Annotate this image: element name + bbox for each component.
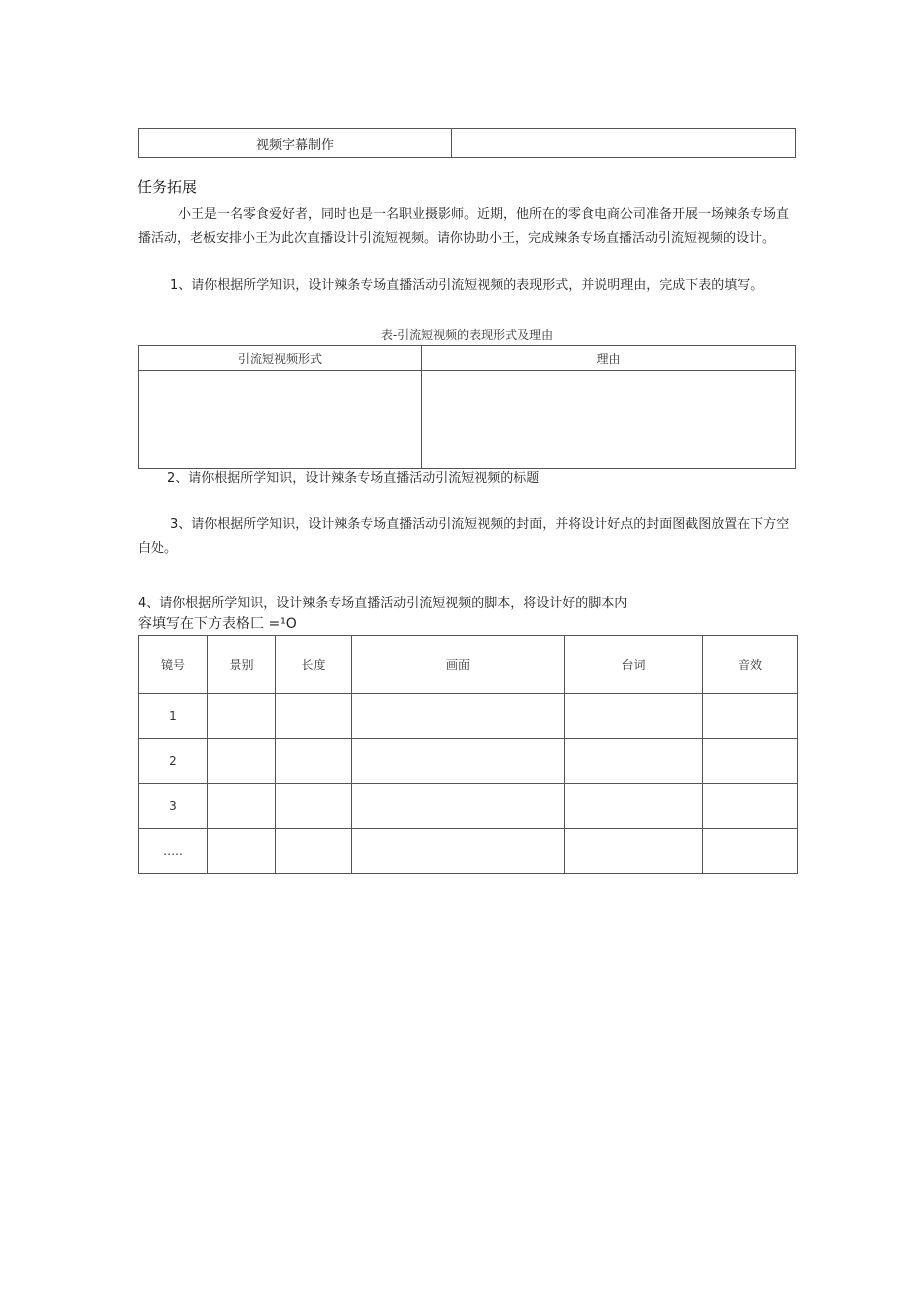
- question-3: 3、请你根据所学知识，设计辣条专场直播活动引流短视频的封面，并将设计好点的封面图截图放置在下方空白处。: [138, 517, 790, 556]
- header-shot-number: 镜号: [139, 636, 208, 694]
- script-cell[interactable]: [352, 829, 565, 874]
- form-answer-cell[interactable]: [139, 371, 422, 469]
- question-4-continued: 容填写在下方表格匚 =¹O: [138, 616, 297, 632]
- table-row: [139, 829, 798, 874]
- script-cell[interactable]: [276, 694, 352, 739]
- script-cell[interactable]: [703, 784, 798, 829]
- script-cell[interactable]: [352, 784, 565, 829]
- script-cell[interactable]: [208, 739, 276, 784]
- script-cell[interactable]: [352, 694, 565, 739]
- script-cell[interactable]: [276, 829, 352, 874]
- subtitle-task-table: [138, 128, 796, 158]
- script-cell[interactable]: [565, 784, 703, 829]
- question-4: 4、请你根据所学知识，设计辣条专场直播活动引流短视频的脚本，将设计好的脚本内: [138, 596, 628, 611]
- table-row: [139, 739, 798, 784]
- script-cell[interactable]: [208, 694, 276, 739]
- table-header-row: [139, 636, 798, 694]
- form-reason-table: [138, 345, 796, 469]
- table-caption: 表-引流短视频的表现形式及理由: [380, 328, 554, 342]
- header-shot-scale: 景别: [208, 636, 276, 694]
- script-cell[interactable]: [208, 829, 276, 874]
- question-2: 2、请你根据所学知识，设计辣条专场直播活动引流短视频的标题: [167, 471, 540, 486]
- script-cell[interactable]: [703, 829, 798, 874]
- header-form: 引流短视频形式: [139, 346, 422, 371]
- reason-answer-cell[interactable]: [422, 371, 796, 469]
- header-scene: 画面: [352, 636, 565, 694]
- shot-number-cell: 2: [139, 739, 208, 784]
- script-cell[interactable]: [208, 784, 276, 829]
- script-cell[interactable]: [565, 829, 703, 874]
- header-length: 长度: [276, 636, 352, 694]
- task-answer-cell[interactable]: [452, 129, 796, 158]
- header-sound: 音效: [703, 636, 798, 694]
- table-header-row: [139, 346, 796, 371]
- script-cell[interactable]: [352, 739, 565, 784]
- intro-paragraph: 小王是一名零食爱好者，同时也是一名职业摄影师。近期，他所在的零食电商公司准备开展一场辣条专场直播活动，老板安排小王为此次直播设计引流短视频。请你协助小王，完成辣条专场直播活动引流短视频的设计。: [138, 207, 790, 246]
- shot-number-cell: 1: [139, 694, 208, 739]
- script-cell[interactable]: [276, 784, 352, 829]
- table-row: [139, 371, 796, 469]
- header-lines: 台词: [565, 636, 703, 694]
- table-row: [139, 694, 798, 739]
- script-table: [138, 635, 798, 874]
- header-reason: 理由: [422, 346, 796, 371]
- task-name-cell: 视频字幕制作: [139, 129, 452, 158]
- section-title: 任务拓展: [137, 178, 198, 196]
- script-cell[interactable]: [276, 739, 352, 784]
- shot-number-cell: …..: [139, 829, 208, 874]
- script-cell[interactable]: [703, 694, 798, 739]
- shot-number-cell: 3: [139, 784, 208, 829]
- table-row: [139, 129, 796, 158]
- script-cell[interactable]: [565, 739, 703, 784]
- table-row: [139, 784, 798, 829]
- script-cell[interactable]: [703, 739, 798, 784]
- question-1: 1、请你根据所学知识，设计辣条专场直播活动引流短视频的表现形式，并说明理由，完成下表的填写。: [170, 278, 764, 293]
- script-cell[interactable]: [565, 694, 703, 739]
